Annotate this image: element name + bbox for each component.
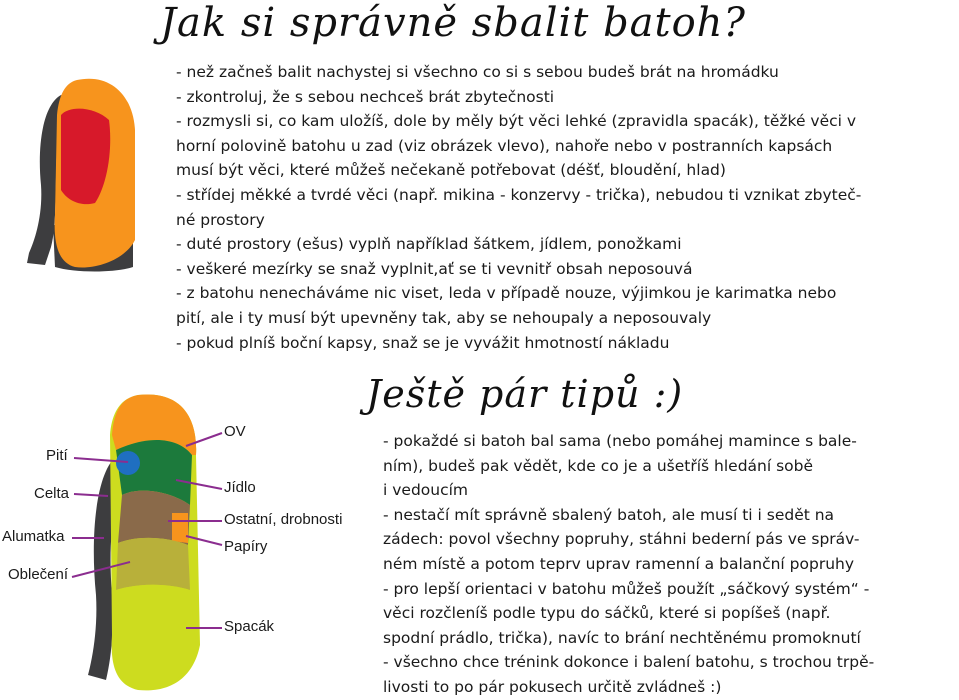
packing-line: - z batohu nenecháváme nic viset, leda v případě nouze, výjimkou je karimatka nebo — [176, 284, 837, 303]
label-piti: Pití — [46, 447, 68, 464]
label-celta: Celta — [34, 485, 70, 502]
packing-line: - než začneš balit nachystej si všechno co si s sebou budeš brát na hromádku — [176, 63, 779, 81]
tip-line: zádech: povol všechny popruhy, stáhni bederní pás ve správ- — [383, 530, 860, 549]
backpack-contents-diagram — [88, 395, 238, 695]
tip-line: livosti to po pár pokusech určitě zvládneš :) — [383, 677, 722, 696]
page-title: Jak si správně sbalit batoh? — [160, 0, 746, 46]
zone-obleceni — [116, 538, 190, 590]
label-spacak: Spacák — [224, 618, 275, 635]
tip-line: - pokaždé si batoh bal sama (nebo pomáhej mamince s bale- — [383, 432, 857, 450]
tip-line: - nestačí mít správně sbalený batoh, ale musí ti i sedět na — [383, 505, 835, 524]
tip-line: spodní prádlo, trička), navíc to brání nechtěnému promoknutí — [383, 628, 861, 647]
packing-line: - duté prostory (ešus) vyplň například šátkem, jídlem, ponožkami — [176, 235, 682, 254]
tip-line: - pro lepší orientaci v batohu můžeš použít „sáčkový systém“ - — [383, 579, 870, 598]
tip-line: ním), budeš pak vědět, kde co je a ušetříš hledání sobě — [383, 456, 814, 475]
tip-line: ném místě a potom teprv uprav ramenní a balanční popruhy — [383, 554, 855, 573]
label-obleceni: Oblečení — [8, 566, 69, 583]
label-papiry: Papíry — [224, 538, 268, 555]
packing-line: - veškeré mezírky se snaž vyplnit,ať se ti vevnitř obsah neposouvá — [176, 259, 693, 278]
packing-instructions — [176, 60, 861, 355]
zone-papiry — [172, 513, 188, 543]
tips-title: Ještě pár tipů :) — [366, 372, 684, 416]
packing-line: - pokud plníš boční kapsy, snaž se je vyvážit hmotností nákladu — [176, 333, 670, 352]
label-ov: OV — [224, 423, 246, 440]
tips-list — [383, 429, 874, 700]
label-ostatni: Ostatní, drobnosti — [224, 511, 343, 528]
packing-line: - zkontroluj, že s sebou nechceš brát zbytečnosti — [176, 87, 555, 106]
label-alumatka: Alumatka — [2, 528, 65, 545]
backpack-weight-illustration — [25, 75, 145, 275]
packing-line: musí být věci, které můžeš nečekaně potřebovat (déšť, bloudění, hlad) — [176, 161, 726, 180]
tip-line: - všechno chce trénink dokonce i balení batohu, s trochou trpě- — [383, 653, 875, 672]
zone-piti — [116, 451, 140, 475]
packing-line: horní polovině batohu u zad (viz obrázek vlevo), nahoře nebo v postranních kapsách — [176, 136, 833, 155]
label-jidlo: Jídlo — [224, 479, 256, 496]
packing-line: pití, ale i ty musí být upevněny tak, aby se nehoupaly a neposouvaly — [176, 308, 712, 327]
tip-line: i vedoucím — [383, 481, 469, 500]
packing-line: - rozmysli si, co kam uložíš, dole by měly být věci lehké (zpravidla spacák), těžké věci v — [176, 112, 857, 131]
tip-line: věci rozčleníš podle typu do sáčků, které si popíšeš (např. — [383, 604, 831, 623]
packing-line: né prostory — [176, 210, 265, 229]
packing-line: - střídej měkké a tvrdé věci (např. mikina - konzervy - trička), nebudou ti vznikat zbyteč- — [176, 185, 862, 204]
